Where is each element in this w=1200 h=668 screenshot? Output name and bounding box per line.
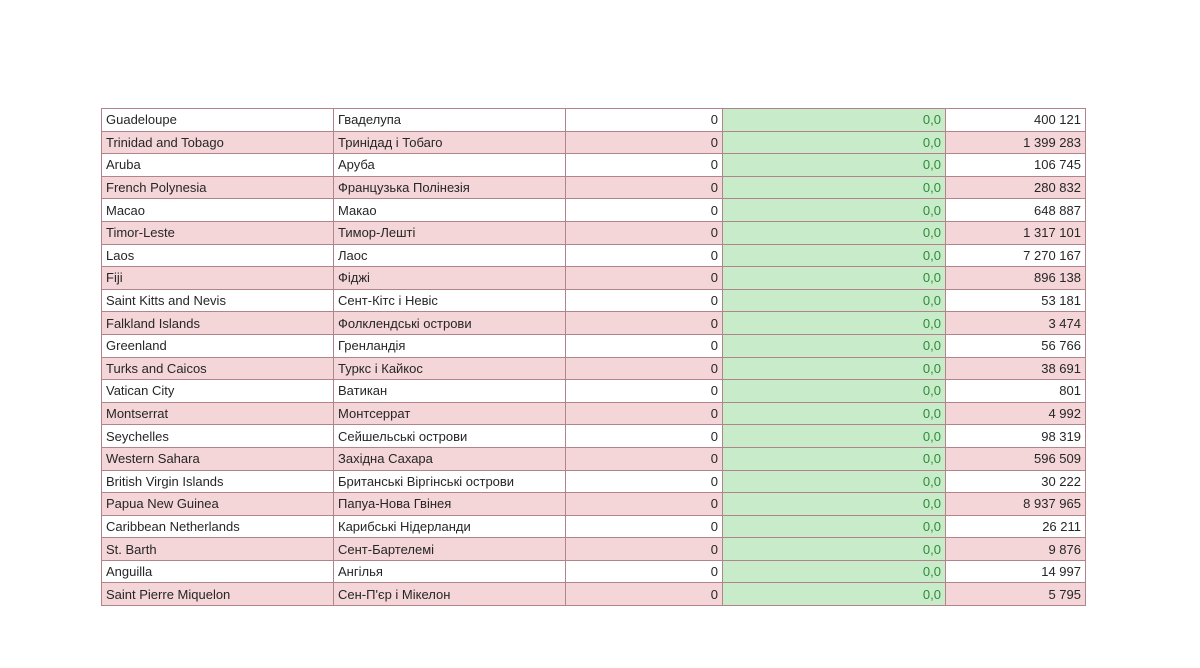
percent-cell[interactable]: 0,0	[723, 380, 946, 403]
country-name-en[interactable]: Saint Pierre Miquelon	[102, 583, 334, 606]
percent-cell[interactable]: 0,0	[723, 176, 946, 199]
percent-cell[interactable]: 0,0	[723, 334, 946, 357]
percent-cell[interactable]: 0,0	[723, 131, 946, 154]
country-name-en[interactable]: Montserrat	[102, 402, 334, 425]
country-name-en[interactable]: Timor-Leste	[102, 221, 334, 244]
table-row	[102, 312, 1086, 335]
country-name-uk[interactable]: Фіджі	[334, 267, 566, 290]
percent-cell[interactable]: 0,0	[723, 515, 946, 538]
percent-cell[interactable]: 0,0	[723, 470, 946, 493]
country-name-uk[interactable]: Британські Віргінські острови	[334, 470, 566, 493]
country-name-uk[interactable]: Гваделупа	[334, 109, 566, 132]
count-cell[interactable]: 0	[566, 402, 723, 425]
percent-cell[interactable]: 0,0	[723, 538, 946, 561]
population-cell[interactable]: 38 691	[946, 357, 1086, 380]
country-name-uk[interactable]: Папуа-Нова Гвінея	[334, 493, 566, 516]
table-row	[102, 357, 1086, 380]
count-cell[interactable]: 0	[566, 357, 723, 380]
country-name-uk[interactable]: Сент-Бартелемі	[334, 538, 566, 561]
country-name-uk[interactable]: Сен-П'єр і Мікелон	[334, 583, 566, 606]
table-row	[102, 334, 1086, 357]
country-name-en[interactable]: Falkland Islands	[102, 312, 334, 335]
population-cell[interactable]: 596 509	[946, 447, 1086, 470]
table-row	[102, 425, 1086, 448]
count-cell[interactable]: 0	[566, 109, 723, 132]
country-name-en[interactable]: French Polynesia	[102, 176, 334, 199]
country-name-en[interactable]: Turks and Caicos	[102, 357, 334, 380]
percent-cell[interactable]: 0,0	[723, 447, 946, 470]
country-name-uk[interactable]: Фолклендські острови	[334, 312, 566, 335]
country-name-en[interactable]: Greenland	[102, 334, 334, 357]
count-cell[interactable]: 0	[566, 176, 723, 199]
table-row	[102, 380, 1086, 403]
country-name-uk[interactable]: Туркс і Кайкос	[334, 357, 566, 380]
population-cell[interactable]: 53 181	[946, 289, 1086, 312]
population-cell[interactable]: 30 222	[946, 470, 1086, 493]
table-row	[102, 176, 1086, 199]
count-cell[interactable]: 0	[566, 267, 723, 290]
table-row	[102, 470, 1086, 493]
population-cell[interactable]: 801	[946, 380, 1086, 403]
count-cell[interactable]: 0	[566, 131, 723, 154]
population-cell[interactable]: 896 138	[946, 267, 1086, 290]
country-name-uk[interactable]: Аруба	[334, 154, 566, 177]
percent-cell[interactable]: 0,0	[723, 583, 946, 606]
percent-cell[interactable]: 0,0	[723, 221, 946, 244]
population-cell[interactable]: 26 211	[946, 515, 1086, 538]
count-cell[interactable]: 0	[566, 493, 723, 516]
table-row	[102, 560, 1086, 583]
country-name-en[interactable]: Fiji	[102, 267, 334, 290]
population-cell[interactable]: 14 997	[946, 560, 1086, 583]
population-cell[interactable]: 7 270 167	[946, 244, 1086, 267]
country-name-en[interactable]: Caribbean Netherlands	[102, 515, 334, 538]
country-name-uk[interactable]: Ватикан	[334, 380, 566, 403]
country-name-en[interactable]: Papua New Guinea	[102, 493, 334, 516]
table-row	[102, 199, 1086, 222]
count-cell[interactable]: 0	[566, 289, 723, 312]
percent-cell[interactable]: 0,0	[723, 244, 946, 267]
country-name-en[interactable]: Saint Kitts and Nevis	[102, 289, 334, 312]
percent-cell[interactable]: 0,0	[723, 267, 946, 290]
population-cell[interactable]: 8 937 965	[946, 493, 1086, 516]
table-row	[102, 267, 1086, 290]
population-cell[interactable]: 56 766	[946, 334, 1086, 357]
table-row	[102, 131, 1086, 154]
country-name-en[interactable]: Trinidad and Tobago	[102, 131, 334, 154]
count-cell[interactable]: 0	[566, 244, 723, 267]
country-name-en[interactable]: British Virgin Islands	[102, 470, 334, 493]
table-row	[102, 154, 1086, 177]
country-name-en[interactable]: Vatican City	[102, 380, 334, 403]
country-name-uk[interactable]: Французька Полінезія	[334, 176, 566, 199]
population-cell[interactable]: 106 745	[946, 154, 1086, 177]
percent-cell[interactable]: 0,0	[723, 357, 946, 380]
table-row	[102, 244, 1086, 267]
table-row	[102, 109, 1086, 132]
country-name-uk[interactable]: Тимор-Лешті	[334, 221, 566, 244]
count-cell[interactable]: 0	[566, 312, 723, 335]
percent-cell[interactable]: 0,0	[723, 493, 946, 516]
count-cell[interactable]: 0	[566, 199, 723, 222]
count-cell[interactable]: 0	[566, 560, 723, 583]
table-row	[102, 221, 1086, 244]
percent-cell[interactable]: 0,0	[723, 154, 946, 177]
table-row	[102, 447, 1086, 470]
percent-cell[interactable]: 0,0	[723, 402, 946, 425]
count-cell[interactable]: 0	[566, 470, 723, 493]
country-name-uk[interactable]: Монтсеррат	[334, 402, 566, 425]
country-name-uk[interactable]: Лаос	[334, 244, 566, 267]
country-name-uk[interactable]: Західна Сахара	[334, 447, 566, 470]
table-row	[102, 583, 1086, 606]
population-cell[interactable]: 280 832	[946, 176, 1086, 199]
percent-cell[interactable]: 0,0	[723, 109, 946, 132]
percent-cell[interactable]: 0,0	[723, 289, 946, 312]
count-cell[interactable]: 0	[566, 425, 723, 448]
count-cell[interactable]: 0	[566, 334, 723, 357]
count-cell[interactable]: 0	[566, 154, 723, 177]
population-cell[interactable]: 3 474	[946, 312, 1086, 335]
country-name-en[interactable]: Seychelles	[102, 425, 334, 448]
table-row	[102, 402, 1086, 425]
population-cell[interactable]: 5 795	[946, 583, 1086, 606]
population-cell[interactable]: 98 319	[946, 425, 1086, 448]
table-row	[102, 289, 1086, 312]
population-cell[interactable]: 9 876	[946, 538, 1086, 561]
count-cell[interactable]: 0	[566, 515, 723, 538]
percent-cell[interactable]: 0,0	[723, 560, 946, 583]
country-name-en[interactable]: Laos	[102, 244, 334, 267]
country-name-uk[interactable]: Гренландія	[334, 334, 566, 357]
count-cell[interactable]: 0	[566, 538, 723, 561]
population-cell[interactable]: 1 399 283	[946, 131, 1086, 154]
percent-cell[interactable]: 0,0	[723, 425, 946, 448]
country-name-en[interactable]: Guadeloupe	[102, 109, 334, 132]
country-name-en[interactable]: Anguilla	[102, 560, 334, 583]
country-name-en[interactable]: Macao	[102, 199, 334, 222]
count-cell[interactable]: 0	[566, 380, 723, 403]
table-row	[102, 515, 1086, 538]
population-cell[interactable]: 400 121	[946, 109, 1086, 132]
population-cell[interactable]: 648 887	[946, 199, 1086, 222]
count-cell[interactable]: 0	[566, 447, 723, 470]
country-name-uk[interactable]: Сейшельські острови	[334, 425, 566, 448]
population-cell[interactable]: 4 992	[946, 402, 1086, 425]
table-row	[102, 493, 1086, 516]
percent-cell[interactable]: 0,0	[723, 199, 946, 222]
country-name-uk[interactable]: Макао	[334, 199, 566, 222]
country-name-uk[interactable]: Сент-Кітс і Невіс	[334, 289, 566, 312]
population-cell[interactable]: 1 317 101	[946, 221, 1086, 244]
country-name-en[interactable]: Aruba	[102, 154, 334, 177]
country-name-en[interactable]: Western Sahara	[102, 447, 334, 470]
count-cell[interactable]: 0	[566, 583, 723, 606]
count-cell[interactable]: 0	[566, 221, 723, 244]
percent-cell[interactable]: 0,0	[723, 312, 946, 335]
country-table	[101, 108, 1086, 606]
country-name-uk[interactable]: Карибські Нідерланди	[334, 515, 566, 538]
table-row	[102, 538, 1086, 561]
country-name-uk[interactable]: Тринідад і Тобаго	[334, 131, 566, 154]
country-name-en[interactable]: St. Barth	[102, 538, 334, 561]
country-name-uk[interactable]: Ангілья	[334, 560, 566, 583]
